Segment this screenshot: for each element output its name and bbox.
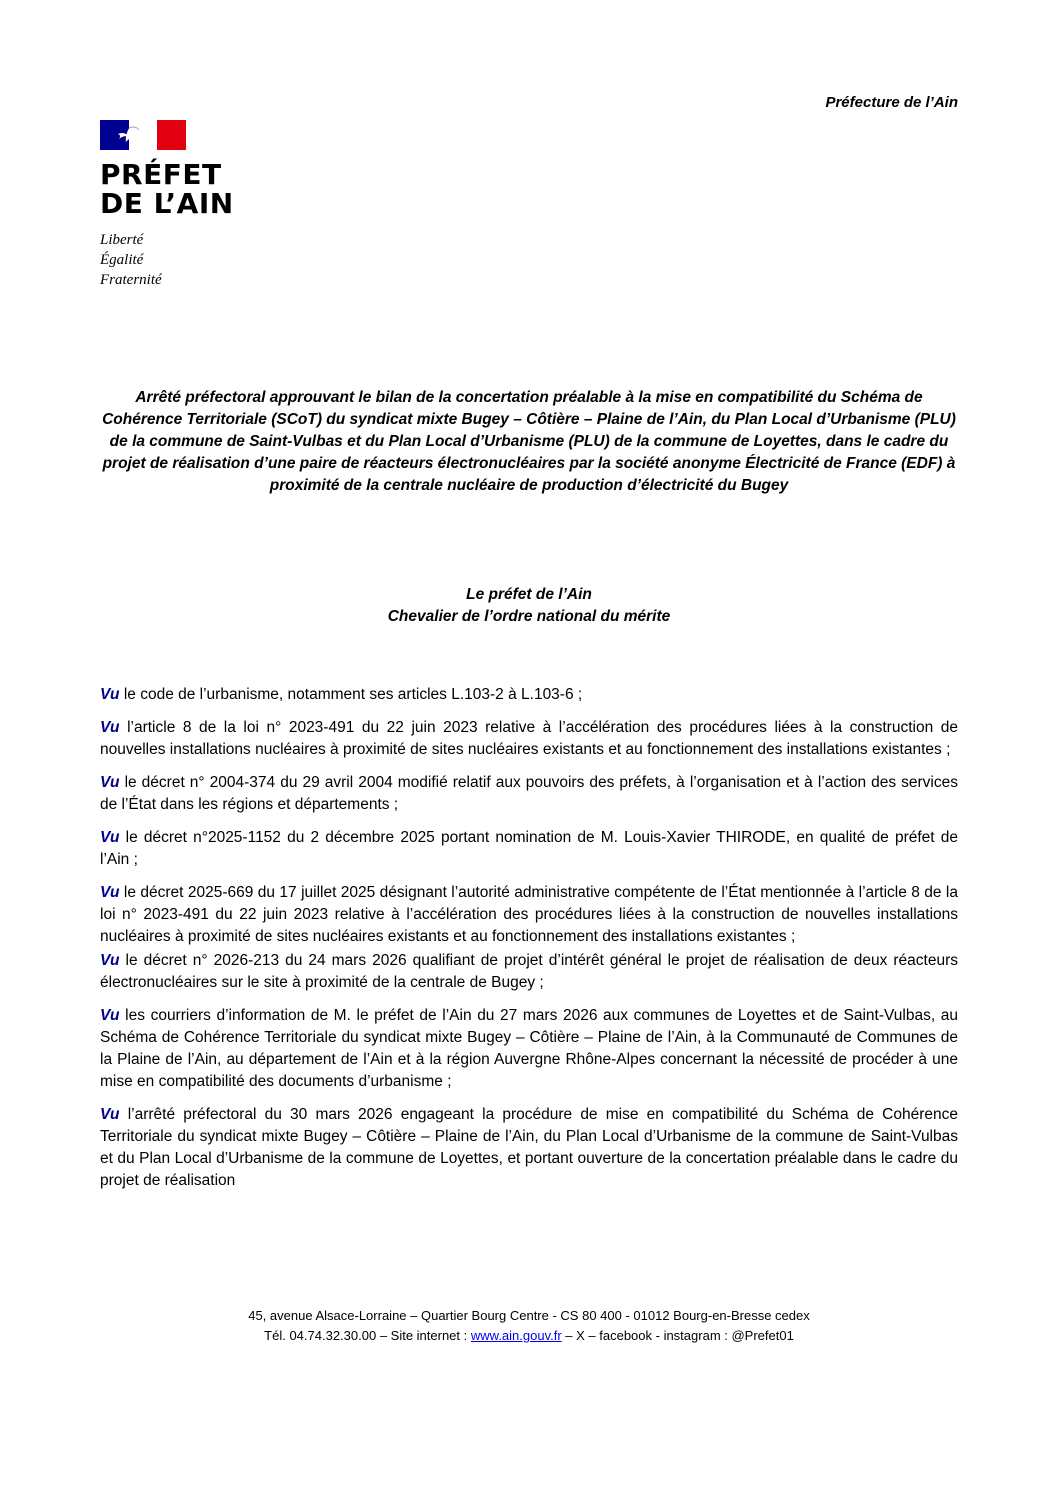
prefecture-label: Préfecture de l’Ain	[825, 94, 958, 111]
footer-phone: Tél. 04.74.32.30.00 – Site internet :	[264, 1328, 471, 1343]
visa-paragraph	[100, 1104, 958, 1192]
document-title: Arrêté préfectoral approuvant le bilan de la concertation préalable à la mise en compatibilité du Schéma de Cohérence Territoriale (SCoT) du syndicat mixte Bugey – Côtière – Plaine de l’Ain, du Plan Local d’Urbanisme (PLU) de la commune de Saint-Vulbas et du Plan Local d’Urbanisme (PLU) de la commune de Loyettes, dans le cadre du projet de réalisation d’une paire de réacteurs électronucléaires par la société anonyme Électricité de France (EDF) à proximité de la centrale nucléaire de production d’électricité du Bugey	[102, 389, 956, 494]
visas-body	[100, 684, 958, 1203]
marianne-profile-icon	[114, 122, 158, 148]
vu-keyword: Vu	[100, 952, 120, 969]
vu-keyword: Vu	[100, 774, 120, 791]
website-link[interactable]: www.ain.gouv.fr	[470, 1328, 562, 1343]
vu-keyword: Vu	[100, 1106, 120, 1123]
visa-text: l’arrêté préfectoral du 30 mars 2026 engageant la procédure de mise en compatibilité du Schéma de Cohérence Territoriale du syndicat mixte Bugey – Côtière – Plaine de l’Ain, du Plan Local d’Urbanisme de la commune de Saint-Vulbas et du Plan Local d’Urbanisme de la commune de Loyettes, et portant ouverture de la concertation préalable dans le cadre du projet de réalisation	[100, 1106, 958, 1189]
visa-text: le décret n° 2004-374 du 29 avril 2004 modifié relatif aux pouvoirs des préfets, à l’organisation et à l’action des services de l’État dans les régions et départements ;	[100, 774, 958, 813]
visa-paragraph	[100, 950, 958, 994]
prefet-name: Le préfet de l’Ain	[466, 586, 592, 603]
logo-title-line2: DE L’AIN	[100, 187, 234, 220]
visa-text: le code de l’urbanisme, notamment ses articles L.103-2 à L.103-6 ;	[119, 686, 583, 703]
visa-paragraph	[100, 717, 958, 761]
flag-red-band	[157, 120, 186, 150]
marianne-logo	[100, 120, 234, 290]
footer-social: – X – facebook - instagram : @Prefet01	[561, 1328, 794, 1343]
prefet-block	[100, 584, 958, 628]
visa-text: le décret n° 2026-213 du 24 mars 2026 qualifiant de projet d’intérêt général le projet de réalisation de deux réacteurs électronucléaires sur le site à proximité de la centrale de Bugey ;	[100, 952, 958, 991]
motto-egalite: Égalité	[100, 252, 144, 268]
motto-liberte: Liberté	[100, 232, 144, 248]
visa-text: le décret 2025-669 du 17 juillet 2025 désignant l’autorité administrative compétente de l’État mentionnée à l’article 8 de la loi n° 2023-491 du 22 juin 2023 relative à l’accélération des procédures liées à la construction de nouvelles installations nucléaires à proximité de sites nucléaires existants et au fonctionnement des installations existantes ;	[100, 884, 958, 945]
republic-motto	[100, 230, 234, 290]
visa-paragraph	[100, 684, 958, 706]
visa-paragraph	[100, 772, 958, 816]
visa-text: les courriers d’information de M. le préfet de l’Ain du 27 mars 2026 aux communes de Loyettes et de Saint-Vulbas, au Schéma de Cohérence Territoriale du syndicat mixte Bugey – Côtière – Plaine de l’Ain, à la Communauté de Communes de la Plaine de l’Ain, au département de l’Ain et à la région Auvergne Rhône-Alpes concernant la nécessité de procéder à une mise en compatibilité des documents d’urbanisme ;	[100, 1007, 958, 1090]
motto-fraternite: Fraternité	[100, 272, 162, 288]
vu-keyword: Vu	[100, 829, 120, 846]
visa-text: le décret n°2025-1152 du 2 décembre 2025 portant nomination de M. Louis-Xavier THIRODE, en qualité de préfet de l’Ain ;	[100, 829, 958, 868]
logo-title	[100, 160, 234, 218]
tricolor-flag	[100, 120, 186, 150]
vu-keyword: Vu	[100, 719, 120, 736]
visa-text: l’article 8 de la loi n° 2023-491 du 22 juin 2023 relative à l’accélération des procédures liées à la construction de nouvelles installations nucléaires à proximité de sites nucléaires existants et au fonctionnement des installations existantes ;	[100, 719, 958, 758]
visa-paragraph	[100, 882, 958, 948]
page-footer	[100, 1306, 958, 1346]
logo-title-line1: PRÉFET	[100, 158, 222, 191]
visa-paragraph	[100, 1005, 958, 1093]
footer-contact	[100, 1326, 958, 1346]
vu-keyword: Vu	[100, 686, 120, 703]
visa-paragraph	[100, 827, 958, 871]
prefet-distinction: Chevalier de l’ordre national du mérite	[387, 608, 671, 625]
vu-keyword: Vu	[100, 1007, 120, 1024]
vu-keyword: Vu	[100, 884, 120, 901]
footer-address: 45, avenue Alsace-Lorraine – Quartier Bourg Centre - CS 80 400 - 01012 Bourg-en-Bresse cedex	[248, 1308, 810, 1323]
